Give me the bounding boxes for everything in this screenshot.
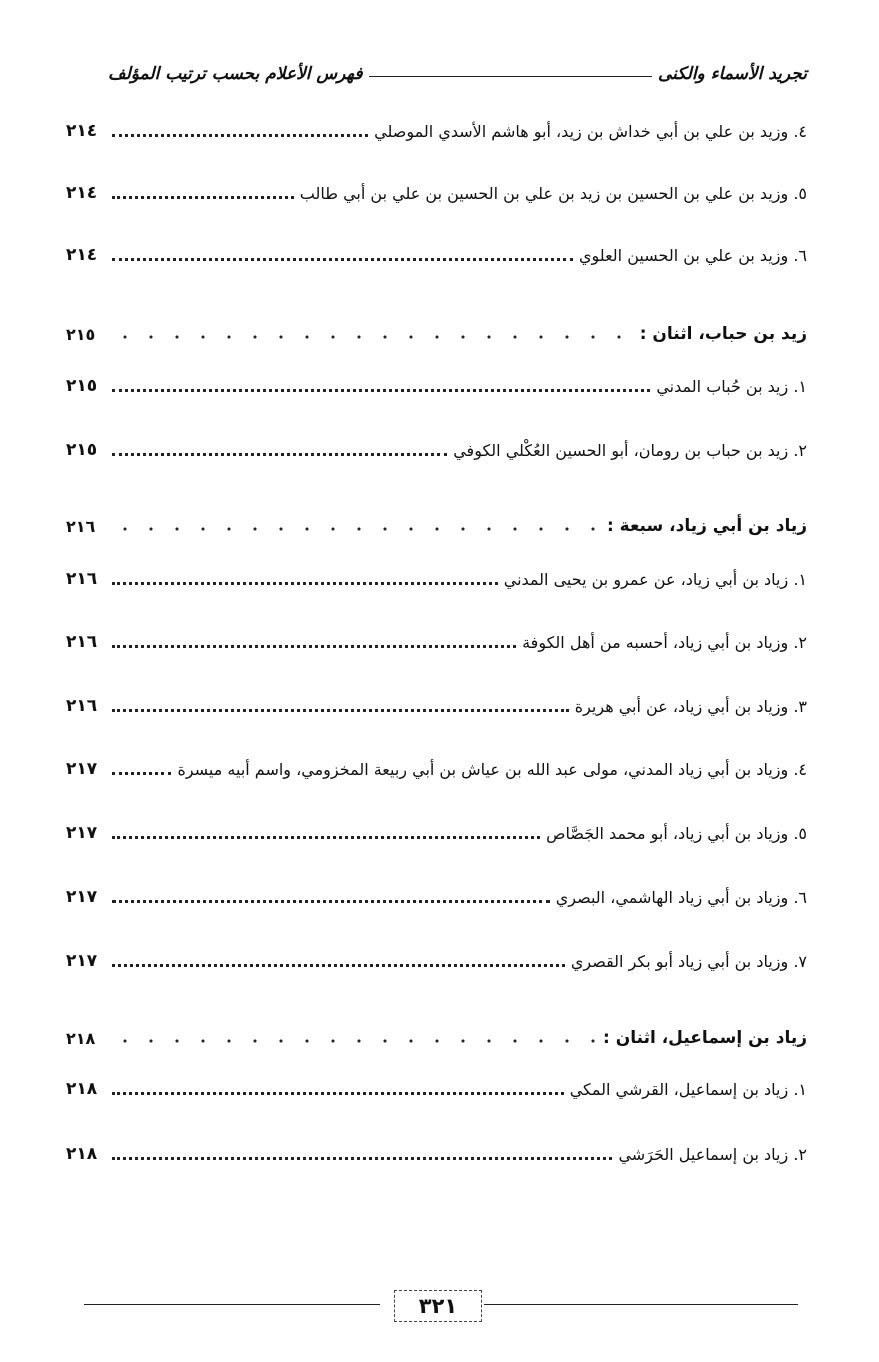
footer-rule-left	[84, 1304, 380, 1305]
leader-dots	[112, 323, 634, 345]
entry-text: ١. زياد بن إسماعيل، القرشي المكي	[569, 1079, 807, 1099]
entry-page: ٢١٥	[66, 376, 98, 396]
entry-page: ٢١٧	[66, 887, 98, 907]
entry-page: ٢١٨	[66, 1079, 98, 1099]
entry-text: ٦. وزياد بن أبي زياد الهاشمي، البصري	[555, 887, 807, 907]
entry-text: ٣. وزياد بن أبي زياد، عن أبي هريرة	[574, 696, 807, 716]
entry-text: ٢. زيد بن حباب بن رومان، أبو الحسين العُكْلي الكوفي	[453, 440, 807, 460]
entry-page: ٢١٤	[66, 121, 98, 141]
index-section-heading	[66, 508, 807, 544]
section-page: ٢١٨	[66, 1028, 96, 1048]
footer-rule-right	[484, 1304, 798, 1305]
book-title: تجريد الأسماء والكنى	[657, 64, 807, 84]
leader-dots	[112, 515, 601, 537]
index-entry	[66, 943, 807, 979]
leader-dots	[112, 244, 573, 266]
entry-text: ١. زياد بن أبي زياد، عن عمرو بن يحيى المدني	[503, 569, 807, 589]
leader-dots	[112, 950, 565, 972]
header-rule	[369, 76, 652, 77]
leader-dots	[112, 1143, 612, 1165]
entry-page: ٢١٦	[66, 632, 98, 652]
section-title: زيد بن حباب، اثنان :	[639, 324, 807, 344]
index-entry	[66, 432, 807, 468]
index-entry	[66, 113, 807, 149]
entry-text: ٢. وزياد بن أبي زياد، أحسبه من أهل الكوفة	[522, 632, 807, 652]
index-entry	[66, 175, 807, 211]
leader-dots	[112, 695, 569, 717]
entry-page: ٢١٤	[66, 245, 98, 265]
page-footer	[84, 1290, 798, 1330]
index-entry	[66, 1071, 807, 1107]
leader-dots	[112, 120, 368, 142]
entry-text: ٥. وزيد بن علي بن الحسين بن زيد بن علي بن الحسين بن علي بن أبي طالب	[299, 183, 807, 203]
index-entry	[66, 879, 807, 915]
index-entry	[66, 815, 807, 851]
entry-page: ٢١٧	[66, 951, 98, 971]
index-title: فهرس الأعلام بحسب ترتيب المؤلف	[108, 64, 363, 84]
running-header	[108, 62, 807, 86]
entry-text: ٧. وزياد بن أبي زياد أبو بكر القصري	[570, 951, 807, 971]
page-number: ٣٢١	[394, 1290, 482, 1322]
index-entry	[66, 561, 807, 597]
entry-text: ٤. وزيد بن علي بن أبي خداش بن زيد، أبو هاشم الأسدي الموصلي	[374, 121, 807, 141]
index-section-heading	[66, 316, 807, 352]
entry-text: ٤. وزياد بن أبي زياد المدني، مولى عبد الله بن عياش بن أبي ربيعة المخزومي، واسم أبيه ميسرة	[177, 759, 807, 779]
entry-page: ٢١٦	[66, 569, 98, 589]
leader-dots	[112, 886, 550, 908]
leader-dots	[112, 182, 294, 204]
leader-dots	[112, 1027, 597, 1049]
section-title: زياد بن إسماعيل، اثنان :	[603, 1028, 807, 1048]
entry-text: ١. زيد بن حُباب المدني	[656, 376, 807, 396]
entry-page: ٢١٥	[66, 440, 98, 460]
entry-page: ٢١٤	[66, 183, 98, 203]
section-title: زياد بن أبي زياد، سبعة :	[606, 516, 807, 536]
entry-text: ٢. زياد بن إسماعيل الحَرَشي	[618, 1144, 807, 1164]
leader-dots	[112, 631, 516, 653]
section-page: ٢١٥	[66, 324, 96, 344]
entry-page: ٢١٧	[66, 823, 98, 843]
index-entry	[66, 624, 807, 660]
entry-page: ٢١٨	[66, 1144, 98, 1164]
index-section-heading	[66, 1020, 807, 1056]
entry-page: ٢١٧	[66, 759, 98, 779]
leader-dots	[112, 375, 650, 397]
entry-page: ٢١٦	[66, 696, 98, 716]
leader-dots	[112, 822, 540, 844]
index-entry	[66, 368, 807, 404]
leader-dots	[112, 1078, 564, 1100]
leader-dots	[112, 568, 498, 590]
leader-dots	[112, 758, 171, 780]
index-entry	[66, 688, 807, 724]
entry-text: ٥. وزياد بن أبي زياد، أبو محمد الجَصَّاص	[546, 823, 807, 843]
index-entry	[66, 751, 807, 787]
index-entry	[66, 237, 807, 273]
index-entry	[66, 1136, 807, 1172]
entry-text: ٦. وزيد بن علي بن الحسين العلوي	[579, 245, 807, 265]
section-page: ٢١٦	[66, 516, 96, 536]
leader-dots	[112, 439, 447, 461]
